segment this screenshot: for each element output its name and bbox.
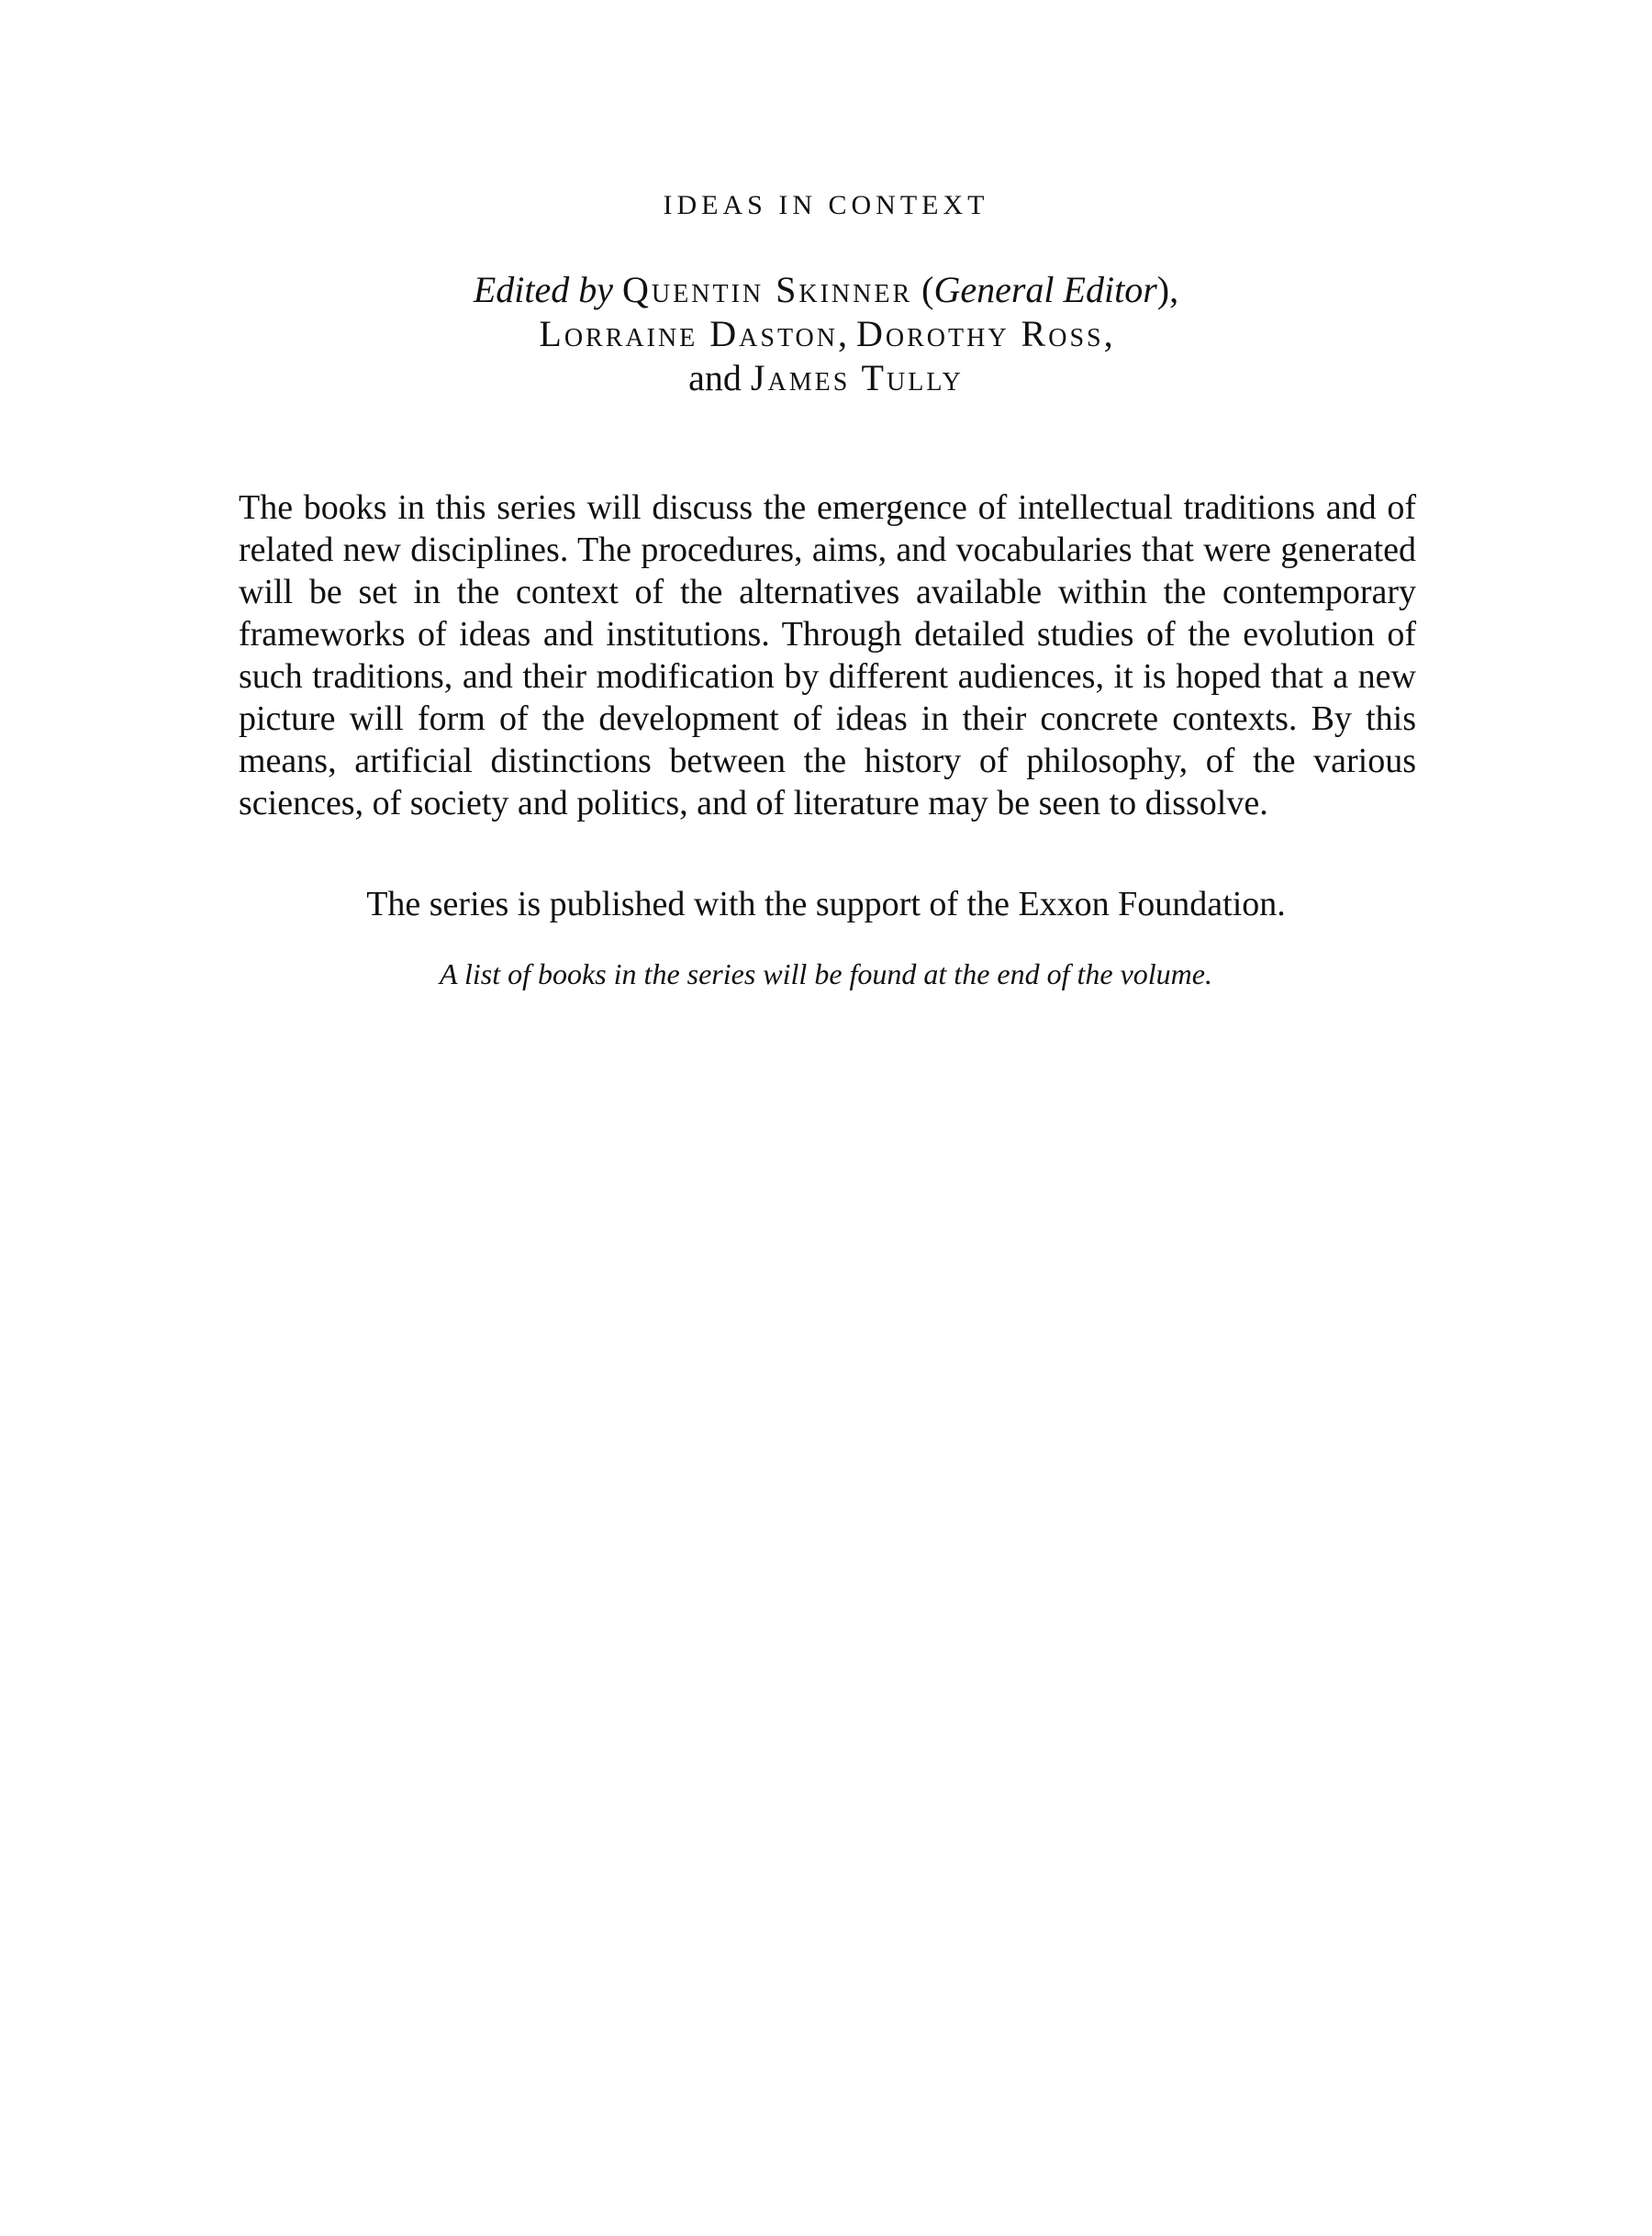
editor-name-skinner: Quentin Skinner: [622, 269, 913, 310]
editors-line-1: [0, 268, 1652, 312]
editor-comma: ,: [1103, 313, 1113, 354]
editors-line-3: [0, 356, 1652, 400]
role-close: ),: [1156, 269, 1179, 310]
editor-name-tully: James Tully: [750, 357, 964, 398]
editors-and: and: [688, 357, 742, 398]
series-description: The books in this series will discuss the emergence of intellectual traditions and of related new disciplines. The procedures, aims, and vocabularies that were generated will be set in the context of the alternatives available within the contemporary frameworks of ideas and institutions. Through detailed studies of the evolution of such traditions, and their modification by different audiences, it is hoped that a new picture will form of the development of ideas in their concrete contexts. By this means, artificial distinctions between the history of philosophy, of the various sciences, of society and politics, and of literature may be seen to dissolve.: [239, 488, 1416, 822]
book-list-note: A list of books in the series will be found at the end of the volume.: [440, 957, 1212, 990]
editors-block: [0, 268, 1652, 400]
editor-name-daston: Lorraine Daston: [539, 313, 838, 354]
series-title: IDEAS IN CONTEXT: [663, 190, 989, 220]
editors-line-2: [0, 312, 1652, 356]
edited-by-label: Edited by: [473, 269, 614, 310]
general-editor-label: General Editor: [933, 269, 1157, 310]
support-note: The series is published with the support of the Exxon Foundation.: [366, 885, 1286, 923]
role-open: (: [912, 269, 934, 310]
editor-name-ross: Dorothy Ross: [856, 313, 1104, 354]
editor-separator: ,: [838, 313, 856, 354]
